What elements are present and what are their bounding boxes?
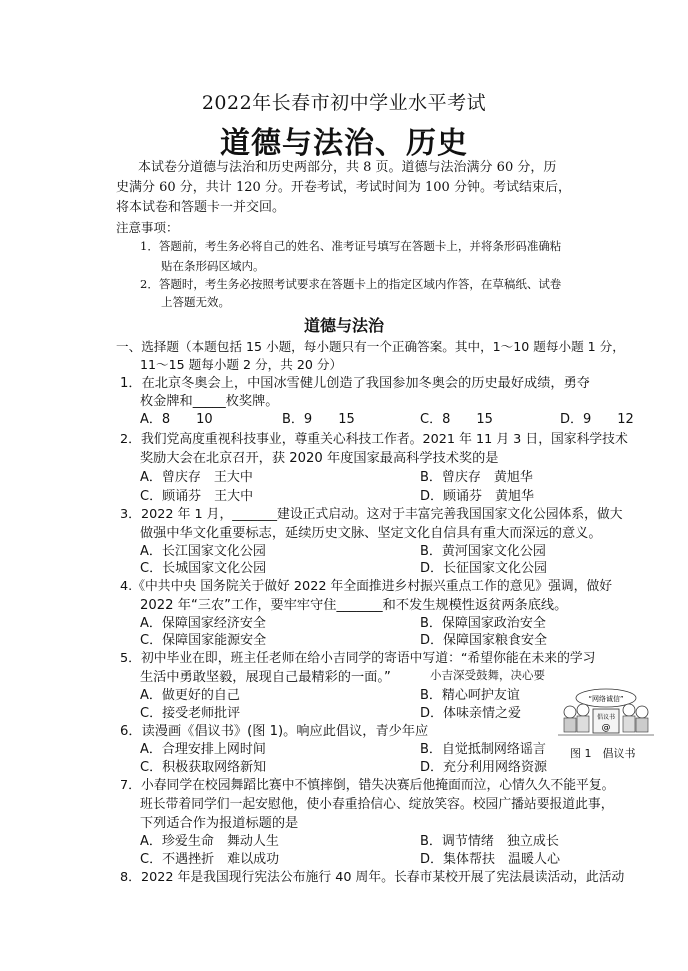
q2-option-c: C．顾诵芬 王大中 bbox=[140, 489, 254, 504]
section-instruction-1: 一、选择题（本题包括 15 小题，每小题只有一个正确答案。其中，1～10 题每小题 1 分， bbox=[116, 339, 625, 354]
figure-1-caption: 图 1 倡议书 bbox=[570, 747, 636, 760]
q7-stem-3: 下列适合作为报道标题的是 bbox=[140, 816, 299, 831]
q1-option-c: C．8 15 bbox=[420, 412, 493, 427]
q5-stem-2: 生活中勇敢坚毅，展现自己最精彩的一面。” bbox=[140, 670, 391, 685]
q4-option-b: B．保障国家政治安全 bbox=[420, 616, 546, 631]
q1-option-a: A．8 10 bbox=[140, 412, 213, 427]
q4-stem-2: 2022 年“三农”工作，要牢牢守住_______和不发生规模性返贫两条底线。 bbox=[140, 598, 568, 613]
q7-stem-2: 班长带着同学们一起安慰他，使小春重拾信心、绽放笑容。校园广播站要报道此事， bbox=[140, 797, 614, 812]
figure-1-illustration bbox=[556, 682, 656, 742]
q2-stem-1: 2．我们党高度重视科技事业，尊重关心科技工作者。2021 年 11 月 3 日，国家科学技术 bbox=[120, 432, 628, 447]
figure-book-text: 倡议书 bbox=[596, 714, 616, 721]
q5-stem-1: 5．初中毕业在即，班主任老师在给小吉同学的寄语中写道：“希望你能在未来的学习 bbox=[120, 651, 596, 666]
q1-stem-2: 枚金牌和_____枚奖牌。 bbox=[140, 394, 279, 409]
q6-option-b: B．自觉抵制网络谣言 bbox=[420, 742, 546, 757]
subject-title: 道德与法治、历史 bbox=[220, 126, 468, 161]
q6-stem-1: 6．读漫画《倡议书》(图 1)。响应此倡议，青少年应 bbox=[120, 724, 429, 739]
q1-option-b: B．9 15 bbox=[282, 412, 355, 427]
q2-stem-2: 奖励大会在北京召开，获 2020 年度国家最高科学技术奖的是 bbox=[140, 451, 499, 466]
note-1-line-2: 贴在条形码区域内。 bbox=[161, 259, 265, 273]
q5-option-b: B．精心呵护友谊 bbox=[420, 688, 520, 703]
q7-option-d: D．集体帮扶 温暖人心 bbox=[420, 852, 561, 867]
q2-option-a: A．曾庆存 王大中 bbox=[140, 470, 253, 485]
q2-option-d: D．顾诵芬 黄旭华 bbox=[420, 489, 535, 504]
q7-stem-1: 7．小春同学在校园舞蹈比赛中不慎摔倒，错失决赛后他掩面而泣，心情久久不能平复。 bbox=[120, 778, 615, 793]
q3-option-a: A．长江国家文化公园 bbox=[140, 544, 266, 559]
section-title: 道德与法治 bbox=[303, 316, 384, 335]
q5-option-a: A．做更好的自己 bbox=[140, 688, 240, 703]
q5-stem-3: 小吉深受鼓舞，决心要 bbox=[430, 668, 545, 682]
q6-option-a: A．合理安排上网时间 bbox=[140, 742, 266, 757]
q7-option-c: C．不遇挫折 难以成功 bbox=[140, 852, 280, 867]
q4-option-d: D．保障国家粮食安全 bbox=[420, 633, 548, 648]
figure-banner-text: “网络诚信” bbox=[588, 695, 624, 703]
intro-line-2: 史满分 60 分，共计 120 分。开卷考试，考试时间为 100 分钟。考试结束后， bbox=[116, 180, 571, 195]
note-1-line-1: 1．答题前，考生务必将自己的姓名、准考证号填写在答题卡上，并将条形码准确粘 bbox=[140, 239, 562, 253]
q7-option-a: A．珍爱生命 舞动人生 bbox=[140, 834, 279, 849]
q3-option-c: C．长城国家文化公园 bbox=[140, 561, 267, 576]
q3-stem-2: 做强中华文化重要标志，延续历史文脉、坚定文化自信具有重大而深远的意义。 bbox=[140, 526, 602, 541]
q3-option-d: D．长征国家文化公园 bbox=[420, 561, 548, 576]
q4-stem-1: 4.《中共中央 国务院关于做好 2022 年全面推进乡村振兴重点工作的意见》强调，做好 bbox=[120, 579, 613, 594]
q3-stem-1: 3．2022 年 1 月，_______建设正式启动。这对于丰富完善我国国家文化公园体系，做大 bbox=[120, 507, 623, 522]
section-instruction-2: 11～15 题每小题 2 分，共 20 分） bbox=[140, 357, 343, 372]
q4-option-a: A．保障国家经济安全 bbox=[140, 616, 266, 631]
q7-option-b: B．调节情绪 独立成长 bbox=[420, 834, 559, 849]
intro-line-3: 将本试卷和答题卡一并交回。 bbox=[116, 200, 286, 215]
note-2-line-2: 上答题无效。 bbox=[161, 295, 230, 309]
exam-title: 2022年长春市初中学业水平考试 bbox=[201, 92, 487, 114]
q8-stem-1: 8．2022 年是我国现行宪法公布施行 40 周年。长春市某校开展了宪法晨读活动，此活动 bbox=[120, 870, 625, 885]
q3-option-b: B．黄河国家文化公园 bbox=[420, 544, 546, 559]
proposal-cartoon bbox=[556, 682, 656, 742]
q6-option-d: D．充分利用网络资源 bbox=[420, 760, 548, 775]
q6-option-c: C．积极获取网络新知 bbox=[140, 760, 267, 775]
q4-option-c: C．保障国家能源安全 bbox=[140, 633, 267, 648]
q5-option-c: C．接受老师批评 bbox=[140, 706, 241, 721]
intro-line-1: 本试卷分道德与法治和历史两部分，共 8 页。道德与法治满分 60 分，历 bbox=[138, 160, 557, 175]
svg-text:@: @ bbox=[601, 723, 611, 733]
q5-option-d: D．体味亲情之爱 bbox=[420, 706, 522, 721]
note-2-line-1: 2．答题时，考生务必按照考试要求在答题卡上的指定区域内作答，在草稿纸、试卷 bbox=[140, 277, 562, 291]
q1-option-d: D．9 12 bbox=[560, 412, 634, 427]
notes-heading: 注意事项： bbox=[116, 220, 179, 235]
q2-option-b: B．曾庆存 黄旭华 bbox=[420, 470, 533, 485]
q1-stem-1: 1．在北京冬奥会上，中国冰雪健儿创造了我国参加冬奥会的历史最好成绩，勇夺 bbox=[120, 376, 590, 391]
